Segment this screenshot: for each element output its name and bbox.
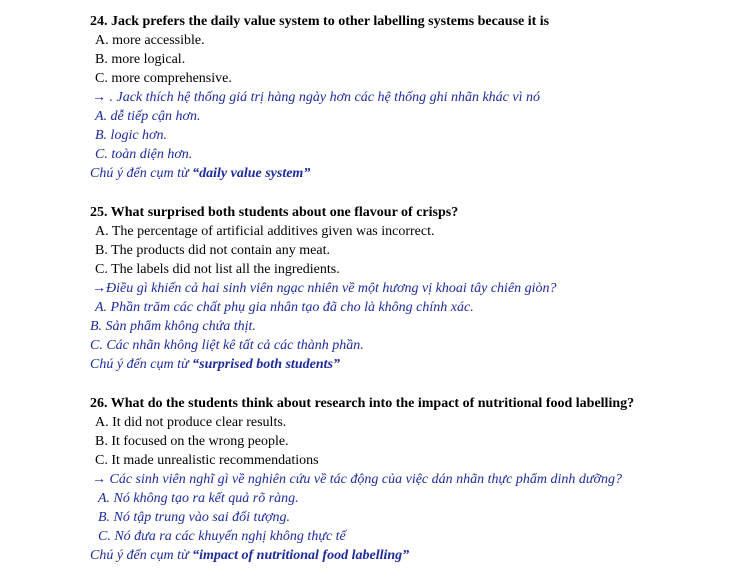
q25-option-c: C. The labels did not list all the ingredients. <box>95 262 340 277</box>
q24-translation-text: . Jack thích hệ thống giá trị hàng ngày hơn các hệ thống ghi nhãn khác vì nó <box>109 90 540 105</box>
q25-note <box>90 355 340 374</box>
q24-option-a: A. more accessible. <box>95 33 205 48</box>
q25-translated-option-c: C. Các nhãn không liệt kê tất cả các thành phần. <box>90 338 364 353</box>
q25-translated-option-b: B. Sản phẩm không chứa thịt. <box>90 319 256 334</box>
q26-note-prefix: Chú ý đến cụm từ <box>90 548 193 563</box>
q26-translation <box>92 470 622 489</box>
q25-translated-option-a: A. Phần trăm các chất phụ gia nhân tạo đã cho là không chính xác. <box>95 300 474 315</box>
q25-option-a: A. The percentage of artificial additives given was incorrect. <box>95 224 435 239</box>
q26-translated-option-c: C. Nó đưa ra các khuyến nghị không thực tế <box>98 529 346 544</box>
q25-translation <box>92 279 557 298</box>
q26-note <box>90 546 409 565</box>
arrow-icon: → <box>92 472 106 487</box>
q24-translated-option-b: B. logic hơn. <box>95 128 168 143</box>
question-25: 25. What surprised both students about one flavour of crisps? <box>90 205 459 220</box>
q24-option-c: C. more comprehensive. <box>95 71 232 86</box>
arrow-icon: → <box>92 281 106 296</box>
q26-translated-option-a: A. Nó không tạo ra kết quả rõ ràng. <box>98 491 299 506</box>
q24-translation <box>92 88 540 107</box>
q26-option-a: A. It did not produce clear results. <box>95 415 287 430</box>
question-24: 24. Jack prefers the daily value system to other labelling systems because it is <box>90 14 550 29</box>
q26-option-b: B. It focused on the wrong people. <box>95 434 289 449</box>
q26-option-c: C. It made unrealistic recommendations <box>95 453 319 468</box>
q25-note-phrase: “surprised both students” <box>192 357 340 372</box>
q26-translated-option-b: B. Nó tập trung vào sai đối tượng. <box>98 510 291 525</box>
q24-translated-option-c: C. toàn diện hơn. <box>95 147 193 162</box>
q26-note-phrase: “impact of nutritional food labelling” <box>192 548 410 563</box>
q24-note-phrase: “daily value system” <box>192 166 311 181</box>
q25-option-b: B. The products did not contain any meat. <box>95 243 330 258</box>
q25-note-prefix: Chú ý đến cụm từ <box>90 357 193 372</box>
q24-note <box>90 164 310 183</box>
q25-translation-text: Điều gì khiến cả hai sinh viên ngạc nhiên về một hương vị khoai tây chiên giòn? <box>106 281 557 296</box>
question-26: 26. What do the students think about research into the impact of nutritional food labelling? <box>90 396 635 411</box>
q24-translated-option-a: A. dễ tiếp cận hơn. <box>95 109 201 124</box>
q26-translation-text: Các sinh viên nghĩ gì về nghiên cứu về tác động của việc dán nhãn thực phẩm dinh dưỡng? <box>109 472 622 487</box>
q24-option-b: B. more logical. <box>95 52 186 67</box>
arrow-icon: → <box>92 90 106 105</box>
q24-note-prefix: Chú ý đến cụm từ <box>90 166 193 181</box>
